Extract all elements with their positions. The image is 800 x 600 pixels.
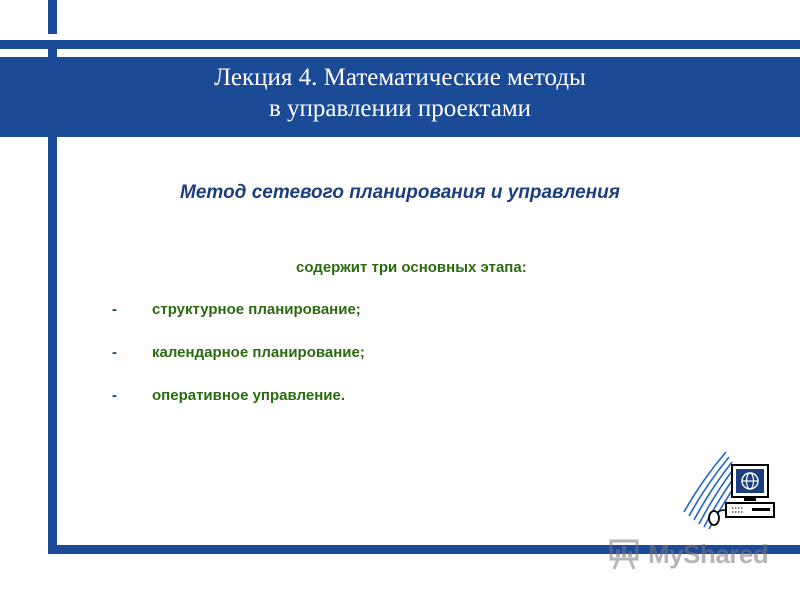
watermark [608,534,778,574]
list-bullet: - [112,344,117,361]
list-bullet: - [112,387,117,404]
list-item-label: структурное планирование; [152,301,361,318]
slide-title [57,62,743,124]
frame-vertical-bar-cross [48,48,57,112]
slide-subtitle: Метод сетевого планирования и управления [180,182,620,203]
list-item-label: оперативное управление. [152,387,345,404]
intro-text: содержит три основных этапа: [296,259,527,276]
frame-horizontal-bar-top [0,40,800,49]
computer-globe-icon [682,440,782,530]
frame-vertical-bar-top [48,0,57,34]
list-item [112,344,365,361]
presentation-board-icon [608,537,642,571]
list-item-label: календарное планирование; [152,344,365,361]
list-item [112,387,345,404]
watermark-text: MyShared [648,538,769,569]
slide-title-line-2: в управлении проектами [268,95,532,122]
list-item [112,301,361,318]
slide-title-line-1: Лекция 4. Математические методы [214,64,586,91]
list-bullet: - [112,301,117,318]
frame-vertical-bar-left [48,136,57,554]
